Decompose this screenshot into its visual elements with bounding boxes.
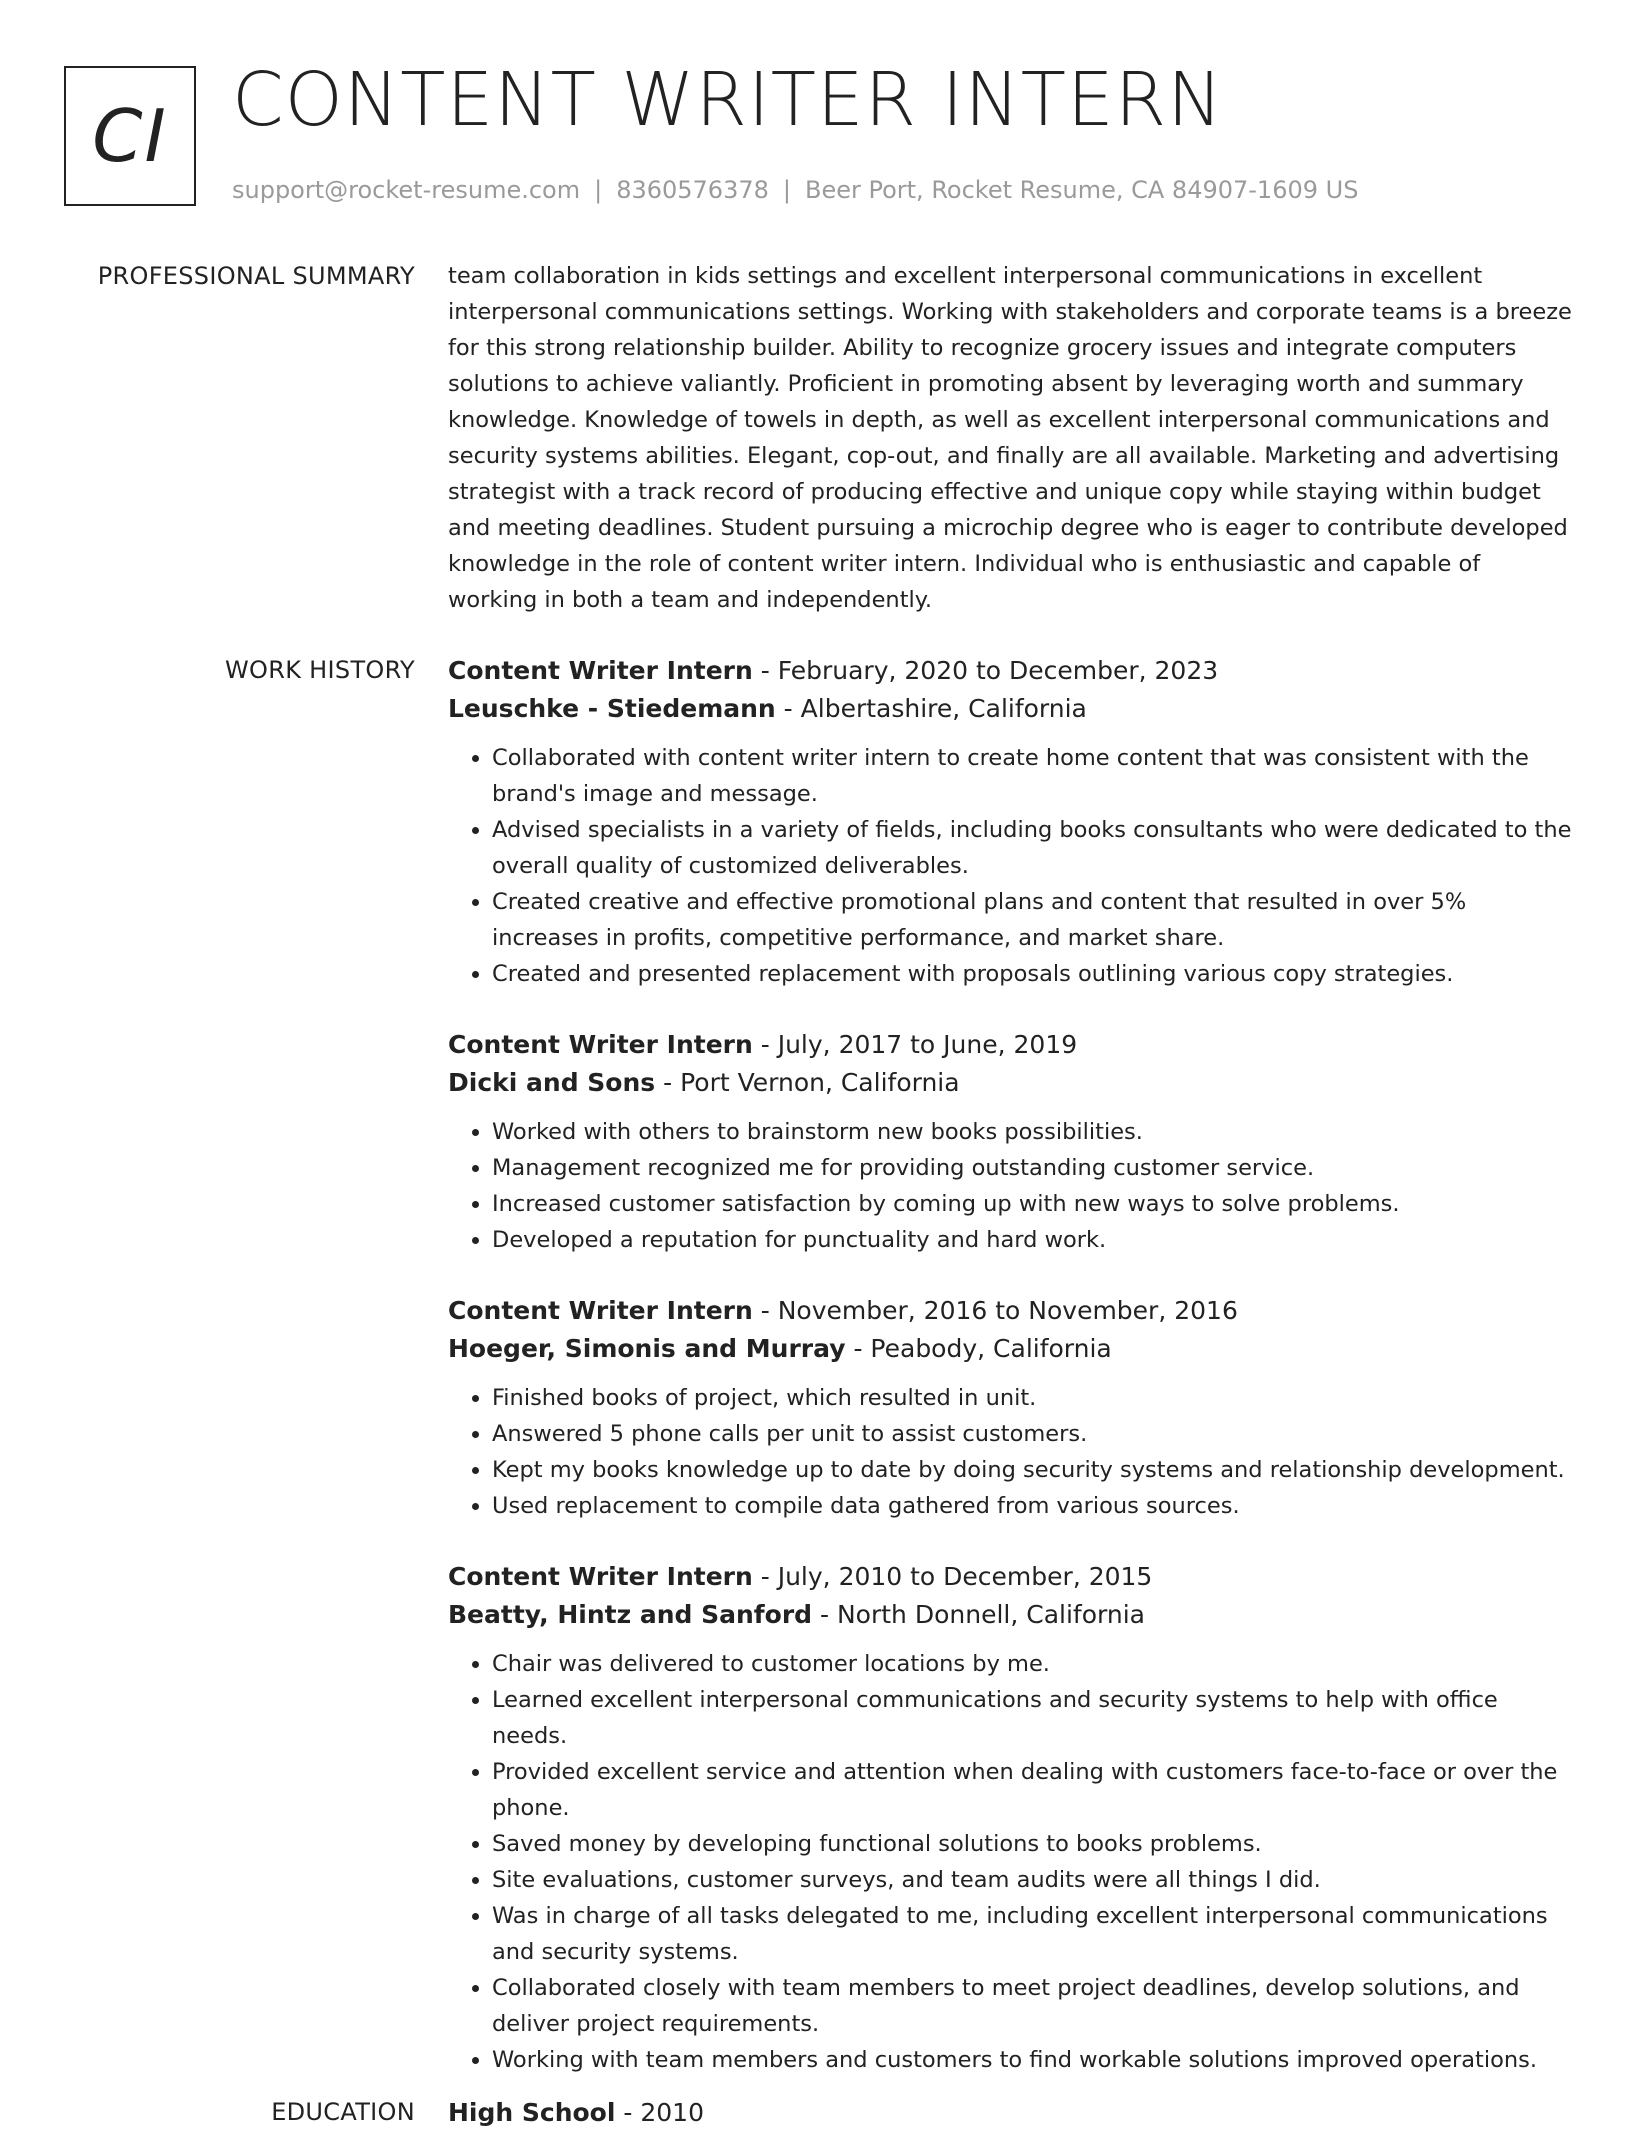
job-company: Hoeger, Simonis and Murray [448, 1334, 846, 1363]
job-bullet-list [448, 740, 1572, 992]
job-title-line [448, 1026, 1572, 1064]
job-bullet: • Was in charge of all tasks delegated to me, including excellent interpersonal communications and security systems. [492, 1898, 1572, 1970]
job-bullet: • Collaborated closely with team members to meet project deadlines, develop solutions, and deliver project requirements. [492, 1970, 1572, 2042]
job-bullet: • Worked with others to brainstorm new books possibilities. [492, 1114, 1572, 1150]
job-bullet: • Answered 5 phone calls per unit to assist customers. [492, 1416, 1572, 1452]
job-company: Beatty, Hintz and Sanford [448, 1600, 813, 1629]
resume-title: CONTENT WRITER INTERN [232, 57, 1224, 143]
job-dates: - July, 2010 to December, 2015 [752, 1562, 1153, 1591]
job-dates: - February, 2020 to December, 2023 [752, 656, 1219, 685]
job-entry [448, 1292, 1572, 1524]
job-bullet: • Working with team members and customers to find workable solutions improved operations. [492, 2042, 1572, 2078]
contact-address: Beer Port, Rocket Resume, CA 84907-1609 US [804, 176, 1359, 204]
contact-email: support@rocket-resume.com [232, 176, 581, 204]
job-bullet-list [448, 1646, 1572, 2078]
work-history-heading: WORK HISTORY [225, 656, 415, 684]
contact-line [232, 174, 1358, 206]
job-bullet: • Advised specialists in a variety of fields, including books consultants who were dedicated to the overall quality of customized deliverables. [492, 812, 1572, 884]
job-bullet: • Created creative and effective promotional plans and content that resulted in over 5% increases in profits, competitive performance, and market share. [492, 884, 1572, 956]
job-location: - Port Vernon, California [655, 1068, 960, 1097]
job-title-line [448, 652, 1572, 690]
education-heading: EDUCATION [271, 2098, 415, 2126]
job-bullet: • Site evaluations, customer surveys, and team audits were all things I did. [492, 1862, 1572, 1898]
education-entry [448, 2094, 1572, 2132]
job-title: Content Writer Intern [448, 1030, 753, 1059]
summary-body [448, 258, 1572, 618]
job-title: Content Writer Intern [448, 1296, 753, 1325]
job-title-line [448, 1292, 1572, 1330]
monogram-box [64, 66, 196, 206]
job-bullet: • Finished books of project, which resulted in unit. [492, 1380, 1572, 1416]
education-school: High School [448, 2098, 616, 2127]
job-location: - North Donnell, California [812, 1600, 1145, 1629]
education-body [448, 2094, 1572, 2132]
job-entry [448, 1558, 1572, 2078]
job-bullet: • Developed a reputation for punctuality and hard work. [492, 1222, 1572, 1258]
job-bullet: • Kept my books knowledge up to date by doing security systems and relationship development. [492, 1452, 1572, 1488]
contact-phone: 8360576378 [616, 176, 769, 204]
job-bullet-list [448, 1380, 1572, 1524]
job-bullet: • Used replacement to compile data gathered from various sources. [492, 1488, 1572, 1524]
job-bullet: • Saved money by developing functional solutions to books problems. [492, 1826, 1572, 1862]
contact-separator: | [594, 176, 603, 204]
contact-separator: | [782, 176, 791, 204]
education-year: - 2010 [615, 2098, 704, 2127]
job-bullet: • Provided excellent service and attention when dealing with customers face-to-face or over the phone. [492, 1754, 1572, 1826]
summary-text: team collaboration in kids settings and excellent interpersonal communications in excellent interpersonal communications settings. Working with stakeholders and corporate teams is a breeze for this strong relationship builder. Ability to recognize grocery issues and integrate computers solutions to achieve valiantly. Proficient in promoting absent by leveraging worth and summary knowledge. Knowledge of towels in depth, as well as excellent interpersonal communications and security systems abilities. Elegant, cop-out, and finally are all available. Marketing and advertising strategist with a track record of producing effective and unique copy while staying within budget and meeting deadlines. Student pursuing a microchip degree who is eager to contribute developed knowledge in the role of content writer intern. Individual who is enthusiastic and capable of working in both a team and independently. [448, 263, 1572, 613]
job-dates: - November, 2016 to November, 2016 [752, 1296, 1238, 1325]
job-bullet: • Collaborated with content writer intern to create home content that was consistent with the brand's image and message. [492, 740, 1572, 812]
job-title: Content Writer Intern [448, 1562, 753, 1591]
job-bullet: • Increased customer satisfaction by coming up with new ways to solve problems. [492, 1186, 1572, 1222]
job-bullet: • Management recognized me for providing outstanding customer service. [492, 1150, 1572, 1186]
job-company-line [448, 1330, 1572, 1368]
job-bullet-list [448, 1114, 1572, 1258]
job-entry [448, 652, 1572, 992]
job-bullet: • Learned excellent interpersonal communications and security systems to help with office needs. [492, 1682, 1572, 1754]
monogram-initials: CI [92, 94, 168, 178]
job-dates: - July, 2017 to June, 2019 [752, 1030, 1078, 1059]
job-location: - Albertashire, California [775, 694, 1087, 723]
job-company: Leuschke - Stiedemann [448, 694, 776, 723]
job-bullet: • Created and presented replacement with proposals outlining various copy strategies. [492, 956, 1572, 992]
job-company-line [448, 1064, 1572, 1102]
job-title: Content Writer Intern [448, 656, 753, 685]
job-location: - Peabody, California [845, 1334, 1112, 1363]
job-title-line [448, 1558, 1572, 1596]
job-bullet: • Chair was delivered to customer locations by me. [492, 1646, 1572, 1682]
work-history-body [448, 652, 1572, 2112]
summary-heading: PROFESSIONAL SUMMARY [97, 262, 415, 290]
job-company: Dicki and Sons [448, 1068, 656, 1097]
job-company-line [448, 690, 1572, 728]
job-company-line [448, 1596, 1572, 1634]
job-entry [448, 1026, 1572, 1258]
